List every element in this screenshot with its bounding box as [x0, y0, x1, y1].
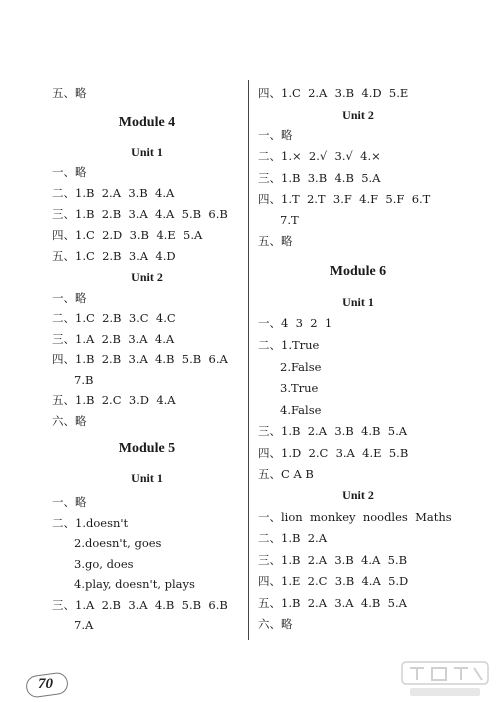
page-number-text: 70 [38, 676, 53, 692]
answer-line: 五、1.B 2.A 3.A 4.B 5.A [258, 596, 407, 610]
module-4-title: Module 4 [118, 115, 176, 130]
answer-line: 2.doesn't, goes [74, 536, 162, 550]
answer-line: 六、略 [258, 617, 293, 631]
answer-line: 二、1.C 2.B 3.C 4.C [52, 311, 176, 325]
watermark-logo-icon [400, 660, 490, 700]
answer-line: 四、1.C 2.A 3.B 4.D 5.E [258, 86, 409, 100]
module-5-unit-1-title: Unit 1 [131, 471, 163, 485]
module-6-unit-2-title: Unit 2 [342, 488, 374, 502]
answer-line: 一、lion monkey noodles Maths [258, 510, 452, 524]
module-6-title: Module 6 [329, 264, 387, 279]
answer-line: 7.A [74, 618, 94, 632]
answer-line: 二、1.B 2.A [258, 531, 328, 545]
answer-line: 四、1.D 2.C 3.A 4.E 5.B [258, 446, 409, 460]
answer-line: 四、1.E 2.C 3.B 4.A 5.D [258, 574, 409, 588]
answer-line: 六、略 [52, 414, 87, 428]
answer-line: 五、略 [52, 86, 87, 100]
answer-line: 五、1.B 2.C 3.D 4.A [52, 393, 176, 407]
unit-2-title: Unit 2 [342, 108, 374, 122]
module-4-unit-1-title: Unit 1 [131, 145, 163, 159]
answer-line: 四、1.T 2.T 3.F 4.F 5.F 6.T [258, 192, 431, 206]
answer-line: 一、略 [52, 495, 87, 509]
answer-line: 二、1.doesn't [52, 516, 129, 530]
module-4-unit-2-title: Unit 2 [131, 270, 163, 284]
answer-line: 五、1.C 2.B 3.A 4.D [52, 249, 176, 263]
answer-line: 4.play, doesn't, plays [74, 577, 195, 591]
module-5-title: Module 5 [118, 441, 176, 456]
answer-line: 三、1.B 2.A 3.B 4.B 5.A [258, 424, 408, 438]
answer-line: 三、1.A 2.B 3.A 4.A [52, 332, 175, 346]
answer-line: 二、1.B 2.A 3.B 4.A [52, 186, 175, 200]
answer-line: 一、略 [258, 128, 293, 142]
answer-line: 四、1.C 2.D 3.B 4.E 5.A [52, 228, 203, 242]
answer-line: 一、略 [52, 291, 87, 305]
answer-line: 三、1.B 3.B 4.B 5.A [258, 171, 381, 185]
answer-line: 五、略 [258, 234, 293, 248]
answer-line: 三、1.B 2.B 3.A 4.A 5.B 6.B [52, 207, 228, 221]
answer-line: 三、1.B 2.A 3.B 4.A 5.B [258, 553, 408, 567]
answer-line: 一、略 [52, 165, 87, 179]
answer-line: 7.T [280, 213, 299, 227]
answer-line: 2.False [280, 360, 322, 374]
answer-line: 一、4 3 2 1 [258, 316, 333, 330]
column-divider [248, 80, 249, 640]
module-6-unit-1-title: Unit 1 [342, 295, 374, 309]
page-number [30, 676, 66, 696]
answer-line: 二、1.× 2.√ 3.√ 4.× [258, 149, 381, 163]
answer-line: 三、1.A 2.B 3.A 4.B 5.B 6.B [52, 598, 228, 612]
answer-line: 3.go, does [74, 557, 134, 571]
answer-line: 7.B [74, 373, 94, 387]
answer-line: 二、1.True [258, 338, 320, 352]
answer-line: 4.False [280, 403, 322, 417]
answer-line: 3.True [280, 381, 319, 395]
answer-line: 五、C A B [258, 467, 314, 481]
answer-line: 四、1.B 2.B 3.A 4.B 5.B 6.A [52, 352, 228, 366]
